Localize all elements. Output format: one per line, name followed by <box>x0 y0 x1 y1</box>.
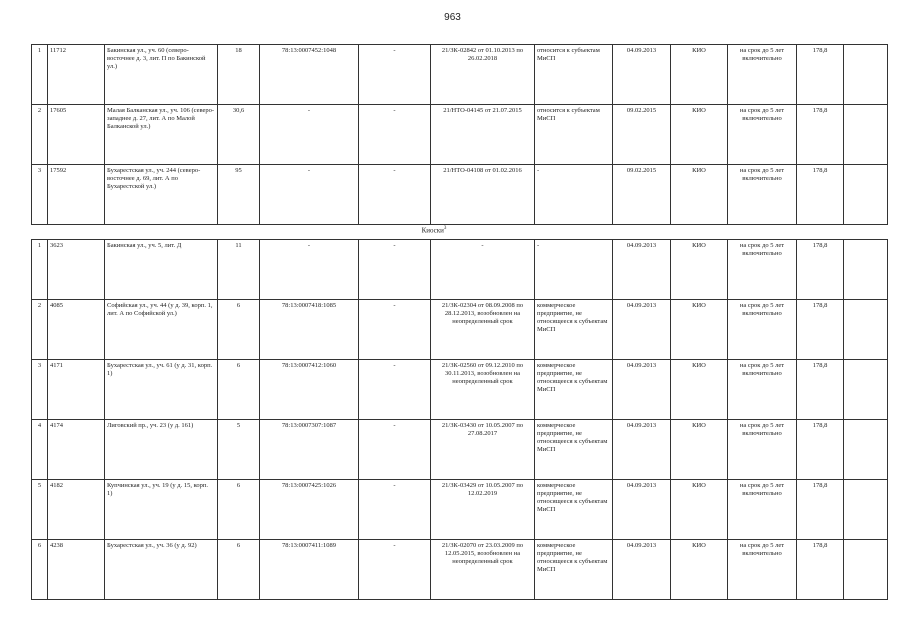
table-row <box>32 165 888 225</box>
address-cell: Малая Балканская ул., уч. 106 (северо-западнее д. 27, лит. А по Малой Балканской ул.) <box>105 105 218 165</box>
subject-status-cell: коммерческое предприятие, не относящееся к субъектам МиСП <box>535 360 613 420</box>
registry-table-top <box>31 44 888 225</box>
object-id-cell: 17592 <box>48 165 105 225</box>
address-cell: Лиговский пр., уч. 23 (у д. 161) <box>105 420 218 480</box>
area-cell: 6 <box>218 540 260 600</box>
contract-cell: 21/ЗК-02560 от 09.12.2010 по 30.11.2013, возобновлен на неопределенный срок <box>431 360 535 420</box>
authority-cell: КИО <box>671 105 728 165</box>
row-number-cell: 2 <box>32 105 48 165</box>
row-number-cell: 6 <box>32 540 48 600</box>
section-footnote-mark: 3 <box>443 226 447 231</box>
cadastral-number-cell: - <box>260 105 359 165</box>
table-row <box>32 420 888 480</box>
fee-cell: 178,8 <box>797 240 844 300</box>
decision-date-cell: 04.09.2013 <box>613 480 671 540</box>
note-cell <box>844 480 888 540</box>
extra-number-cell: - <box>359 45 431 105</box>
term-cell: на срок до 5 лет включительно <box>728 300 797 360</box>
note-cell <box>844 420 888 480</box>
contract-cell: 21/ЗК-03430 от 10.05.2007 по 27.08.2017 <box>431 420 535 480</box>
authority-cell: КИО <box>671 165 728 225</box>
extra-number-cell: - <box>359 300 431 360</box>
area-cell: 6 <box>218 360 260 420</box>
row-number-cell: 3 <box>32 165 48 225</box>
authority-cell: КИО <box>671 240 728 300</box>
fee-cell: 178,8 <box>797 165 844 225</box>
subject-status-cell: относится к субъектам МиСП <box>535 105 613 165</box>
section-title: Киоски <box>421 226 444 235</box>
area-cell: 6 <box>218 480 260 540</box>
address-cell: Бакинская ул., уч. 60 (северо-восточнее д. 3, лит. П по Бакинской ул.) <box>105 45 218 105</box>
page-number: 963 <box>444 12 461 23</box>
row-number-cell: 4 <box>32 420 48 480</box>
subject-status-cell: коммерческое предприятие, не относящееся к субъектам МиСП <box>535 300 613 360</box>
object-id-cell: 4174 <box>48 420 105 480</box>
extra-number-cell: - <box>359 540 431 600</box>
subject-status-cell: коммерческое предприятие, не относящееся к субъектам МиСП <box>535 540 613 600</box>
table-row <box>32 105 888 165</box>
term-cell: на срок до 5 лет включительно <box>728 480 797 540</box>
note-cell <box>844 45 888 105</box>
term-cell: на срок до 5 лет включительно <box>728 540 797 600</box>
subject-status-cell: - <box>535 165 613 225</box>
note-cell <box>844 105 888 165</box>
decision-date-cell: 09.02.2015 <box>613 165 671 225</box>
area-cell: 6 <box>218 300 260 360</box>
object-id-cell: 3623 <box>48 240 105 300</box>
area-cell: 95 <box>218 165 260 225</box>
cadastral-number-cell: 78:13:0007412:1060 <box>260 360 359 420</box>
cadastral-number-cell: 78:13:0007418:1085 <box>260 300 359 360</box>
cadastral-number-cell: 78:13:0007411:1089 <box>260 540 359 600</box>
object-id-cell: 11712 <box>48 45 105 105</box>
table-row <box>32 540 888 600</box>
object-id-cell: 4182 <box>48 480 105 540</box>
subject-status-cell: коммерческое предприятие, не относящееся к субъектам МиСП <box>535 480 613 540</box>
term-cell: на срок до 5 лет включительно <box>728 45 797 105</box>
term-cell: на срок до 5 лет включительно <box>728 105 797 165</box>
table-row <box>32 300 888 360</box>
contract-cell: 21/ЗК-03429 от 10.05.2007 по 12.02.2019 <box>431 480 535 540</box>
row-number-cell: 2 <box>32 300 48 360</box>
contract-cell: 21/ЗК-02304 от 08.09.2008 по 28.12.2013, возобновлен на неопределенный срок <box>431 300 535 360</box>
registry-table-bottom <box>31 239 888 600</box>
address-cell: Бухарестская ул., уч. 61 (у д. 31, корп. 1) <box>105 360 218 420</box>
fee-cell: 178,8 <box>797 105 844 165</box>
fee-cell: 178,8 <box>797 420 844 480</box>
cadastral-number-cell: 78:13:0007425:1026 <box>260 480 359 540</box>
cadastral-number-cell: - <box>260 165 359 225</box>
object-id-cell: 4085 <box>48 300 105 360</box>
decision-date-cell: 04.09.2013 <box>613 540 671 600</box>
fee-cell: 178,8 <box>797 300 844 360</box>
decision-date-cell: 04.09.2013 <box>613 360 671 420</box>
fee-cell: 178,8 <box>797 360 844 420</box>
extra-number-cell: - <box>359 420 431 480</box>
extra-number-cell: - <box>359 240 431 300</box>
decision-date-cell: 04.09.2013 <box>613 420 671 480</box>
address-cell: Купчинская ул., уч. 19 (у д. 15, корп. 1) <box>105 480 218 540</box>
table-row <box>32 480 888 540</box>
authority-cell: КИО <box>671 540 728 600</box>
table-row <box>32 240 888 300</box>
cadastral-number-cell: 78:13:0007307:1087 <box>260 420 359 480</box>
fee-cell: 178,8 <box>797 45 844 105</box>
contract-cell: 21/НТО-04108 от 01.02.2016 <box>431 165 535 225</box>
area-cell: 30,6 <box>218 105 260 165</box>
decision-date-cell: 09.02.2015 <box>613 105 671 165</box>
term-cell: на срок до 5 лет включительно <box>728 360 797 420</box>
area-cell: 11 <box>218 240 260 300</box>
note-cell <box>844 300 888 360</box>
area-cell: 18 <box>218 45 260 105</box>
term-cell: на срок до 5 лет включительно <box>728 165 797 225</box>
subject-status-cell: относится к субъектам МиСП <box>535 45 613 105</box>
address-cell: Бакинская ул., уч. 5, лит. Д <box>105 240 218 300</box>
note-cell <box>844 360 888 420</box>
extra-number-cell: - <box>359 165 431 225</box>
object-id-cell: 17605 <box>48 105 105 165</box>
term-cell: на срок до 5 лет включительно <box>728 420 797 480</box>
note-cell <box>844 240 888 300</box>
decision-date-cell: 04.09.2013 <box>613 300 671 360</box>
note-cell <box>844 540 888 600</box>
cadastral-number-cell: 78:13:0007452:1048 <box>260 45 359 105</box>
fee-cell: 178,8 <box>797 540 844 600</box>
object-id-cell: 4171 <box>48 360 105 420</box>
row-number-cell: 1 <box>32 45 48 105</box>
authority-cell: КИО <box>671 420 728 480</box>
authority-cell: КИО <box>671 360 728 420</box>
decision-date-cell: 04.09.2013 <box>613 240 671 300</box>
subject-status-cell: - <box>535 240 613 300</box>
section-heading <box>31 226 837 234</box>
address-cell: Софийская ул., уч. 44 (у д. 39, корп. 1, лит. А по Софийской ул.) <box>105 300 218 360</box>
decision-date-cell: 04.09.2013 <box>613 45 671 105</box>
contract-cell: 21/НТО-04145 от 21.07.2015 <box>431 105 535 165</box>
extra-number-cell: - <box>359 105 431 165</box>
address-cell: Бухарестская ул., уч. 36 (у д. 92) <box>105 540 218 600</box>
row-number-cell: 1 <box>32 240 48 300</box>
subject-status-cell: коммерческое предприятие, не относящееся к субъектам МиСП <box>535 420 613 480</box>
area-cell: 5 <box>218 420 260 480</box>
row-number-cell: 5 <box>32 480 48 540</box>
address-cell: Бухарестская ул., уч. 244 (северо-восточнее д. 69, лит. А по Бухарестской ул.) <box>105 165 218 225</box>
extra-number-cell: - <box>359 480 431 540</box>
extra-number-cell: - <box>359 360 431 420</box>
row-number-cell: 3 <box>32 360 48 420</box>
table-row <box>32 360 888 420</box>
table-row <box>32 45 888 105</box>
contract-cell: 21/ЗК-02070 от 23.03.2009 по 12.05.2015, возобновлен на неопределенный срок <box>431 540 535 600</box>
term-cell: на срок до 5 лет включительно <box>728 240 797 300</box>
authority-cell: КИО <box>671 45 728 105</box>
cadastral-number-cell: - <box>260 240 359 300</box>
object-id-cell: 4238 <box>48 540 105 600</box>
authority-cell: КИО <box>671 480 728 540</box>
contract-cell: 21/ЗК-02842 от 01.10.2013 по 26.02.2018 <box>431 45 535 105</box>
note-cell <box>844 165 888 225</box>
contract-cell: - <box>431 240 535 300</box>
fee-cell: 178,8 <box>797 480 844 540</box>
authority-cell: КИО <box>671 300 728 360</box>
